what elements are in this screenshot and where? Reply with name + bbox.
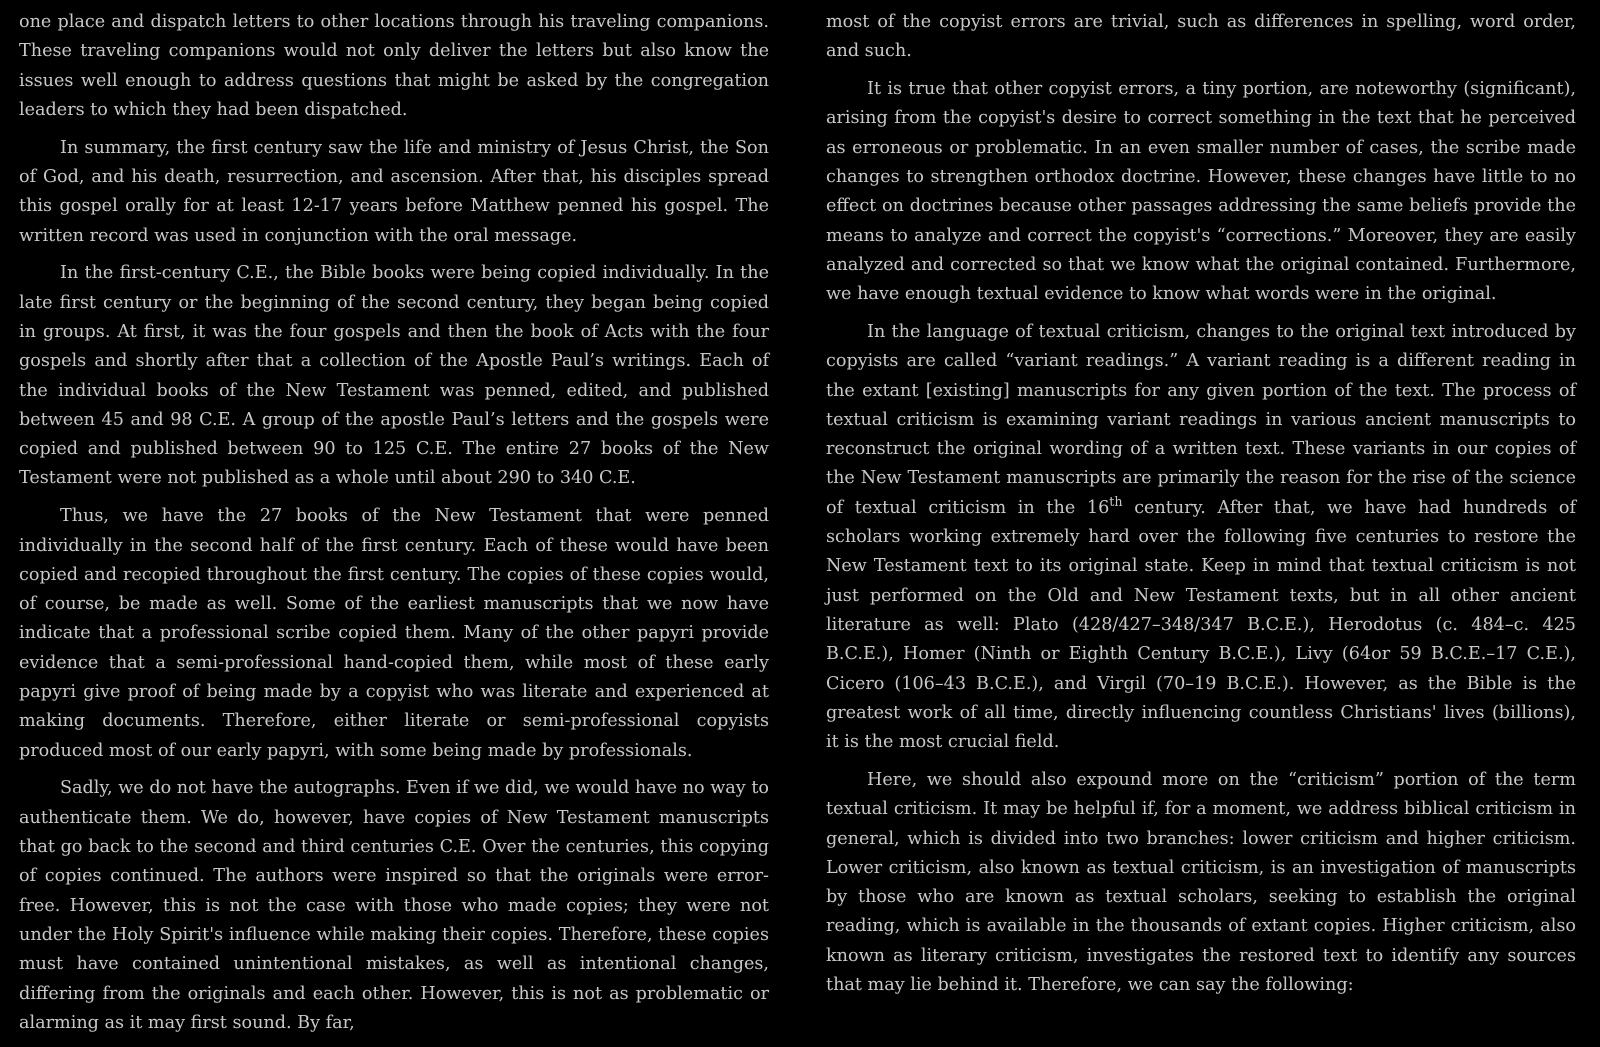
- variant-readings-text-start: In the language of textual criticism, changes to the original text introduced by copyists are called “variant readings.” A variant reading is a different reading in the extant [existing] manuscripts for any given portion of the text. The process of textual criticism is examining variant readings in various ancient manuscripts to reconstruct the original wording of a written text. These variants in our copies of the New Testament manuscripts are primarily the reason for the rise of the science of textual criticism in the 16: [826, 321, 1576, 518]
- left-text-column: [19, 8, 769, 1047]
- paragraph-27-books: Thus, we have the 27 books of the New Testament that were penned individually in the second half of the first century. Each of these would have been copied and recopied throughout the first century. The copies of these copies would, of course, be made as well. Some of the earliest manuscripts that we now have indicate that a professional scribe copied them. Many of the other papyri provide evidence that a semi-professional hand-copied them, while most of these early papyri give proof of being made by a copyist who was literate and experienced at making documents. Therefore, either literate or semi-professional copyists produced most of our early papyri, with some being made by professionals.: [19, 506, 769, 761]
- paragraph-variant-readings: [826, 318, 1576, 757]
- right-text-column: [826, 8, 1576, 1009]
- paragraph-copyist-errors-trivial: most of the copyist errors are trivial, such as differences in spelling, word order, and such.: [826, 12, 1576, 62]
- paragraph-autographs: Sadly, we do not have the autographs. Even if we did, we would have no way to authenticate them. We do, however, have copies of New Testament manuscripts that go back to the second and third centuries C.E. Over the centuries, this copying of copies continued. The authors were inspired so that the originals were error-free. However, this is not the case with those who made copies; they were not under the Holy Spirit's influence while making their copies. Therefore, these copies must have contained unintentional mistakes, as well as intentional changes, differing from the originals and each other. However, this is not as problematic or alarming as it may first sound. By far,: [19, 778, 769, 1033]
- ordinal-superscript: th: [1109, 493, 1123, 509]
- paragraph-continued: one place and dispatch letters to other locations through his traveling companions. These traveling companions would not only deliver the letters but also know the issues well enough to address questions that might be asked by the congregation leaders to which they had been dispatched.: [19, 12, 769, 120]
- paragraph-copying-individually: In the first-century C.E., the Bible books were being copied individually. In the late first century or the beginning of the second century, they began being copied in groups. At first, it was the four gospels and then the book of Acts with the four gospels and shortly after that a collection of the Apostle Paul’s writings. Each of the individual books of the New Testament was penned, edited, and published between 45 and 98 C.E. A group of the apostle Paul’s letters and the gospels were copied and published between 90 to 125 C.E. The entire 27 books of the New Testament were not published as a whole until about 290 to 340 C.E.: [19, 263, 769, 489]
- variant-readings-text-end: century. After that, we have had hundreds of scholars working extremely hard over the following five centuries to restore the New Testament text to its original state. Keep in mind that textual criticism is not just performed on the Old and New Testament texts, but in all other ancient literature as well: Plato (428/427–348/347 B.C.E.), Herodotus (c. 484–c. 425 B.C.E.), Homer (Ninth or Eighth Century B.C.E.), Livy (64or 59 B.C.E.–17 C.E.), Cicero (106–43 B.C.E.), and Virgil (70–19 B.C.E.). However, as the Bible is the greatest work of all time, directly influencing countless Christians' lives (billions), it is the most crucial field.: [826, 497, 1576, 753]
- paragraph-summary: In summary, the first century saw the life and ministry of Jesus Christ, the Son of God, and his death, resurrection, and ascension. After that, his disciples spread this gospel orally for at least 12-17 years before Matthew penned his gospel. The written record was used in conjunction with the oral message.: [19, 137, 769, 246]
- paragraph-criticism-portion: Here, we should also expound more on the “criticism” portion of the term textual criticism. It may be helpful if, for a moment, we address biblical criticism in general, which is divided into two branches: lower criticism and higher criticism. Lower criticism, also known as textual criticism, is an investigation of manuscripts by those who are known as textual scholars, seeking to establish the original reading, which is available in the thousands of extant copies. Higher criticism, also known as literary criticism, investigates the restored text to identify any sources that may lie behind it. Therefore, we can say the following:: [826, 769, 1576, 995]
- paragraph-noteworthy-errors: It is true that other copyist errors, a tiny portion, are noteworthy (significant), arising from the copyist's desire to correct something in the text that he perceived as erroneous or problematic. In an even smaller number of cases, the scribe made changes to strengthen orthodox doctrine. However, these changes have little to no effect on doctrines because other passages addressing the same beliefs provide the means to analyze and correct the copyist's “corrections.” Moreover, they are easily analyzed and corrected so that we know what the original contained. Furthermore, we have enough textual evidence to know what words were in the original.: [826, 79, 1576, 305]
